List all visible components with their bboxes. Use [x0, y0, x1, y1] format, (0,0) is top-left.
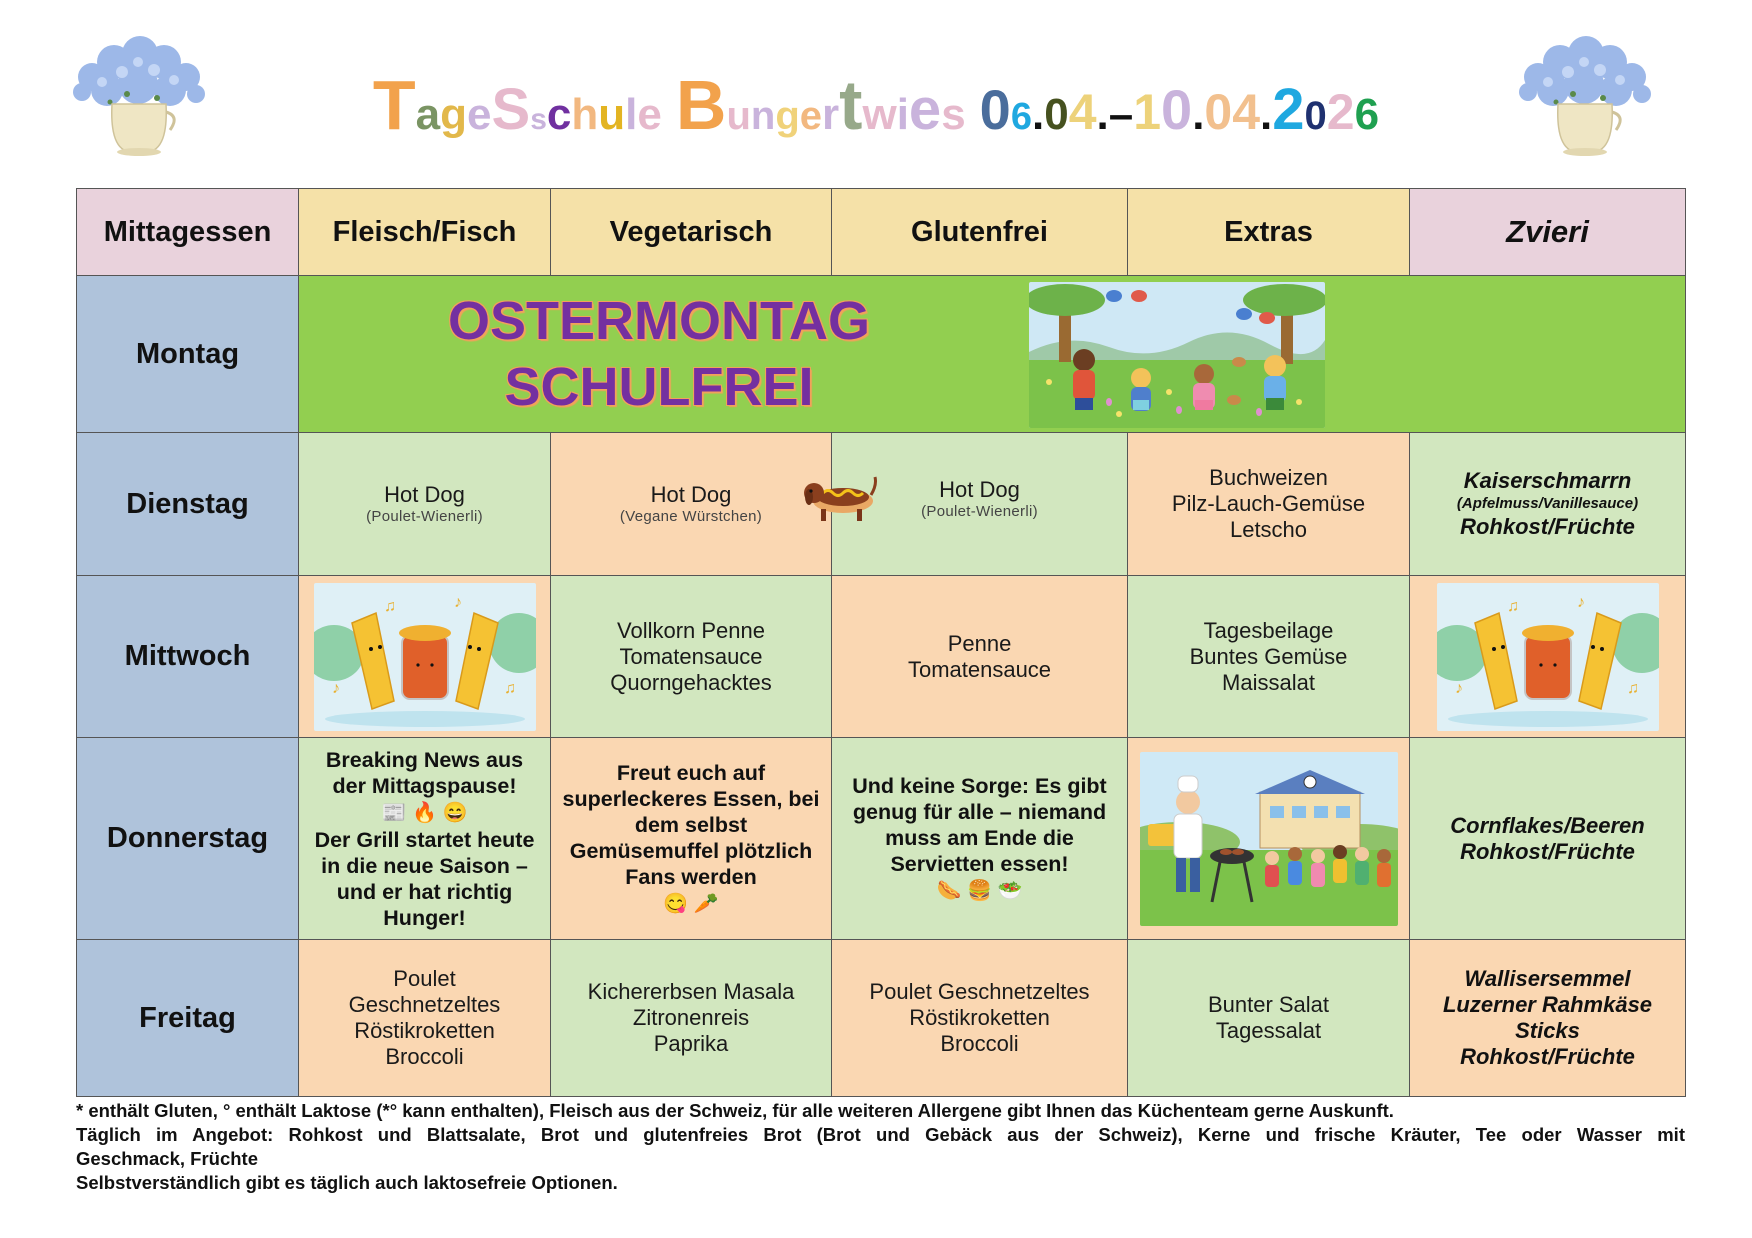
- dienstag-fleisch-cell: [299, 433, 551, 576]
- title-letter: i: [896, 90, 909, 139]
- weekly-menu-table: [76, 188, 1686, 1097]
- meal-line: Paprika: [653, 1031, 729, 1056]
- title-letter: r: [822, 90, 840, 139]
- promo-text: Und keine Sorge: Es gibt genug für alle – niemand muss am Ende die Servietten essen!: [852, 773, 1107, 876]
- row-donnerstag: [77, 738, 1686, 940]
- extras-line: Bunter Salat: [1207, 992, 1330, 1017]
- mittwoch-fleisch-cell: [299, 576, 551, 738]
- svg-text:♫: ♫: [1626, 679, 1639, 697]
- title-letter: a: [415, 90, 441, 139]
- svg-text:♫: ♫: [383, 597, 396, 615]
- allergen-note: * enthält Gluten, ° enthält Laktose (*° kann enthalten), Fleisch aus der Schweiz, für alle weiteren Allergene gibt Ihnen das Küchenteam gerne Auskunft.: [76, 1100, 1394, 1121]
- title-letter: –: [1108, 90, 1134, 139]
- header-zvieri: Zvieri: [1410, 189, 1686, 276]
- svg-text:♪: ♪: [453, 593, 462, 611]
- title-letter: 2: [1272, 77, 1305, 142]
- mittwoch-vegetarisch-cell: [551, 576, 832, 738]
- row-freitag: [77, 940, 1686, 1097]
- extras-line: Maissalat: [1222, 669, 1315, 695]
- svg-text:♫: ♫: [1506, 597, 1519, 615]
- day-label-montag: Montag: [77, 276, 299, 433]
- header-row: [77, 189, 1686, 276]
- title-letter: u: [726, 94, 751, 138]
- row-montag: [77, 276, 1686, 433]
- holiday-banner: [299, 276, 1686, 433]
- meal-line: Röstikroketten: [909, 1005, 1050, 1030]
- day-label-freitag: Freitag: [77, 940, 299, 1097]
- title-letter: .: [1260, 90, 1273, 139]
- dancing-penne-image: [1437, 583, 1659, 731]
- meal-line: Geschnetzeltes: [348, 992, 501, 1017]
- zvieri-line: Sticks: [1515, 1018, 1580, 1043]
- header-mittagessen: Mittagessen: [77, 189, 299, 276]
- zvieri-line: Cornflakes/Beeren: [1450, 812, 1645, 838]
- meal-line: Broccoli: [940, 1031, 1019, 1056]
- daily-offer-note-cont: Geschmack, Früchte: [76, 1148, 258, 1169]
- title-letter: 0: [1204, 84, 1233, 140]
- title-letter: u: [598, 90, 626, 139]
- dienstag-extras-cell: [1128, 433, 1410, 576]
- meal-line: Kichererbsen Masala: [587, 979, 795, 1004]
- donnerstag-extras-cell: [1128, 738, 1410, 940]
- day-label-mittwoch: Mittwoch: [77, 576, 299, 738]
- extras-line: Tagessalat: [1215, 1018, 1322, 1043]
- title-letter: h: [571, 90, 599, 139]
- zvieri-line: Luzerner Rahmkäse: [1442, 992, 1653, 1017]
- title-letter: e: [467, 90, 492, 139]
- zvieri-line: Kaiserschmarrn: [1463, 468, 1632, 493]
- donnerstag-fleisch-cell: [299, 738, 551, 940]
- title-letter: B: [675, 66, 727, 144]
- donnerstag-vegetarisch-cell: [551, 738, 832, 940]
- extras-line: Buchweizen: [1209, 465, 1328, 490]
- easter-egg-hunt-image: [1029, 282, 1325, 428]
- lactose-free-note: Selbstverständlich gibt es täglich auch laktosefreie Optionen.: [76, 1172, 618, 1193]
- chef-grilling-image: [1140, 752, 1398, 926]
- donnerstag-glutenfrei-cell: [832, 738, 1128, 940]
- meal-line: Penne: [947, 630, 1012, 656]
- extras-line: Letscho: [1229, 517, 1308, 542]
- freitag-extras-cell: [1128, 940, 1410, 1097]
- title-letter: l: [625, 90, 638, 139]
- news-body: Der Grill startet heute in die neue Saison – und er hat richtig Hunger!: [314, 827, 535, 930]
- freitag-fleisch-cell: [299, 940, 551, 1097]
- row-dienstag: [77, 433, 1686, 576]
- mittwoch-zvieri-cell: [1410, 576, 1686, 738]
- page-title: [0, 66, 1752, 144]
- title-letter: 6: [1354, 90, 1380, 139]
- news-headline: Breaking News aus der Mittagspause!: [325, 747, 524, 798]
- title-letter: n: [750, 94, 776, 138]
- title-letter: t: [839, 66, 863, 144]
- meal-sub: (Poulet-Wienerli): [921, 503, 1038, 520]
- zvieri-line: Rohkost/Früchte: [1460, 838, 1635, 864]
- dienstag-zvieri-cell: [1410, 433, 1686, 576]
- title-letter: e: [637, 90, 662, 139]
- meal-main: Hot Dog: [384, 482, 465, 507]
- hotdog-burger-salad-emoji-icons: 🌭 🍔 🥗: [936, 879, 1023, 902]
- meal-line: Broccoli: [385, 1044, 464, 1069]
- title-letter: e: [799, 94, 823, 138]
- zvieri-line: Rohkost/Früchte: [1460, 1044, 1635, 1069]
- svg-text:♪: ♪: [1454, 679, 1463, 697]
- footer-notes: [76, 1099, 1685, 1195]
- header-extras: Extras: [1128, 189, 1410, 276]
- day-label-donnerstag: Donnerstag: [77, 738, 299, 940]
- title-letter: 0: [1044, 90, 1069, 139]
- header-glutenfrei: Glutenfrei: [832, 189, 1128, 276]
- freitag-vegetarisch-cell: [551, 940, 832, 1097]
- holiday-line-2: SCHULFREI: [504, 357, 814, 417]
- meal-line: Röstikroketten: [354, 1018, 495, 1043]
- meal-sub: (Poulet-Wienerli): [366, 508, 483, 525]
- header-fleisch-fisch: Fleisch/Fisch: [299, 189, 551, 276]
- mittwoch-extras-cell: [1128, 576, 1410, 738]
- title-letter: s: [530, 103, 547, 136]
- svg-text:♪: ♪: [331, 679, 340, 697]
- title-letter: g: [775, 94, 800, 138]
- zvieri-line: Rohkost/Früchte: [1460, 514, 1635, 539]
- holiday-text: [429, 288, 889, 420]
- title-letter: 2: [1326, 84, 1355, 140]
- extras-line: Buntes Gemüse: [1189, 643, 1348, 669]
- title-letter: .: [1031, 90, 1045, 139]
- mittwoch-glutenfrei-cell: [832, 576, 1128, 738]
- freitag-glutenfrei-cell: [832, 940, 1128, 1097]
- title-letter: e: [908, 77, 942, 142]
- meal-line: Vollkorn Penne: [617, 617, 765, 643]
- meal-line: Zitronenreis: [632, 1005, 750, 1030]
- dachshund-hotdog-icon: [799, 471, 877, 527]
- day-label-dienstag: Dienstag: [77, 433, 299, 576]
- zvieri-sub: (Apfelmuss/Vanillesauce): [1456, 495, 1639, 512]
- yum-carrot-emoji-icons: 😋 🥕: [663, 892, 719, 915]
- title-letter: 4: [1232, 84, 1261, 140]
- meal-line: Poulet: [393, 966, 456, 991]
- row-mittwoch: [77, 576, 1686, 738]
- title-letter: 0: [979, 78, 1011, 141]
- dienstag-vegetarisch-cell: [551, 433, 832, 576]
- newspaper-fire-grin-emoji-icons: 📰 🔥 😄: [381, 801, 468, 824]
- title-letter: c: [546, 90, 572, 139]
- title-letter: 0: [1304, 94, 1327, 138]
- svg-text:♫: ♫: [503, 679, 516, 697]
- donnerstag-zvieri-cell: [1410, 738, 1686, 940]
- zvieri-line: Wallisersemmel: [1464, 966, 1631, 991]
- title-letter: T: [372, 66, 416, 144]
- meal-line: Tomatensauce: [907, 656, 1052, 682]
- meal-line: Poulet Geschnetzeltes: [869, 979, 1090, 1004]
- title-letter: g: [440, 90, 468, 139]
- title-letter: w: [862, 90, 897, 139]
- meal-line: Quorngehacktes: [610, 669, 772, 695]
- dancing-penne-image: [314, 583, 536, 731]
- header-vegetarisch: Vegetarisch: [551, 189, 832, 276]
- title-letter: S: [491, 77, 531, 142]
- title-letter: 4: [1068, 84, 1097, 140]
- title-letter: 0: [1161, 78, 1193, 141]
- title-letter: 6: [1010, 96, 1032, 138]
- holiday-line-1: OSTERMONTAG: [448, 291, 870, 351]
- freitag-zvieri-cell: [1410, 940, 1686, 1097]
- daily-offer-note: Täglich im Angebot: Rohkost und Blattsalate, Brot und glutenfreies Brot (Brot und Gebäck aus der Schweiz), Kerne und frische Kräuter, Tee oder Wasser mit: [76, 1124, 1685, 1145]
- meal-sub: (Vegane Würstchen): [619, 508, 763, 525]
- meal-main: Hot Dog: [650, 482, 732, 507]
- extras-line: Pilz-Lauch-Gemüse: [1171, 491, 1366, 516]
- title-letter: .: [1096, 90, 1109, 139]
- promo-text: Freut euch auf superleckeres Essen, bei dem selbst Gemüsemuffel plötzlich Fans werden: [562, 760, 820, 889]
- extras-line: Tagesbeilage: [1203, 617, 1334, 643]
- title-letter: .: [1192, 90, 1205, 139]
- meal-main: Hot Dog: [939, 477, 1020, 502]
- svg-text:♪: ♪: [1576, 593, 1585, 611]
- meal-line: Tomatensauce: [619, 643, 763, 669]
- title-letter: s: [941, 90, 966, 139]
- title-letter: 1: [1133, 84, 1162, 140]
